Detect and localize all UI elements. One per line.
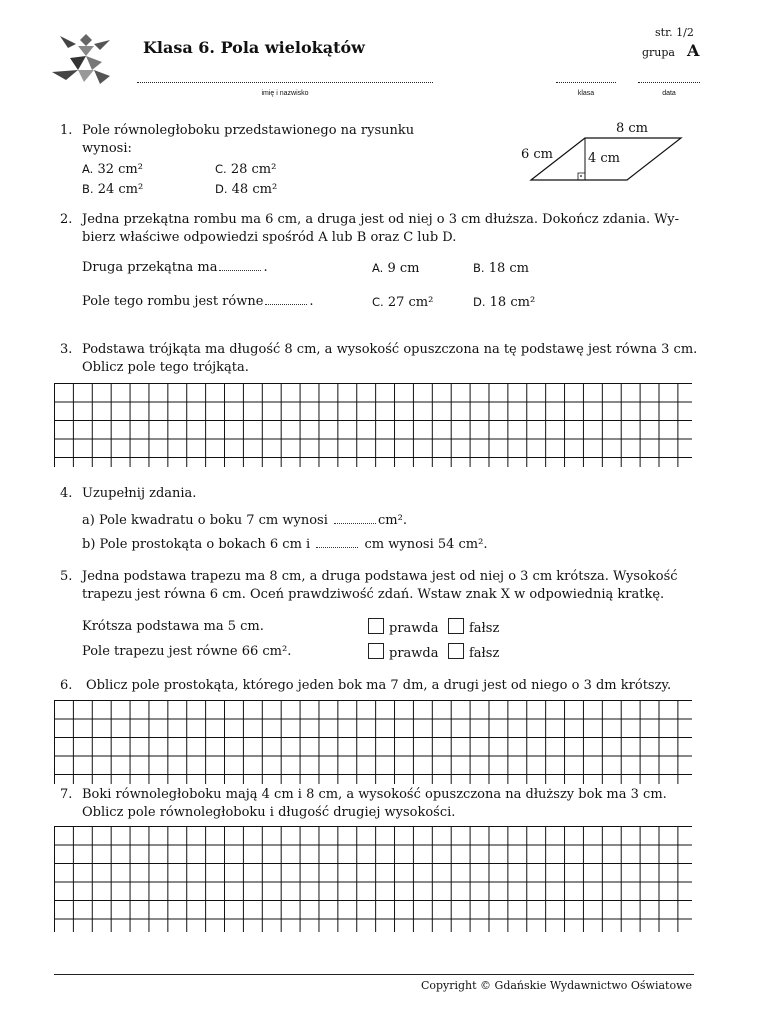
statement-a-unit: cm². [378,513,407,528]
option-label: A. [372,261,384,275]
true-checkbox[interactable] [368,643,384,659]
question-text: Pole równoległoboku przedstawionego na rysunku [82,123,415,138]
question-number: 4. [60,486,73,501]
group-label: grupa [642,46,675,59]
class-field[interactable] [556,82,616,83]
date-field[interactable] [638,82,700,83]
statement-2: Pole trapezu jest równe 66 cm². [82,644,292,659]
option-d: 18 cm² [489,295,536,310]
class-caption: klasa [577,90,595,97]
statement-1: Krótsza podstawa ma 5 cm. [82,619,264,634]
option-label: C. [372,295,384,309]
question-6 [0,677,768,697]
statement-b-tail: cm wynosi 54 cm². [364,537,488,552]
page-number: str. 1/2 [655,26,694,39]
option-d: 48 cm² [231,182,278,197]
question-number: 7. [60,787,73,802]
question-text: Oblicz pole równoległoboku i długość drugiej wysokości. [82,805,456,820]
answer-blank[interactable] [265,293,307,305]
question-7 [0,786,768,826]
option-c: 28 cm² [230,162,277,177]
answer-blank[interactable] [316,536,358,548]
question-text: Jedna podstawa trapezu ma 8 cm, a druga podstawa jest od niej o 3 cm krótsza. Wysokość [82,569,678,584]
figure-label-height: 4 cm [588,151,621,166]
answer-blank[interactable] [219,259,261,271]
figure-label-side: 6 cm [521,147,554,162]
question-text: bierz właściwe odpowiedzi spośród A lub B oraz C lub D. [82,230,457,245]
question-number: 6. [60,678,73,693]
statement-a: a) Pole kwadratu o boku 7 cm wynosi [82,513,328,528]
question-number: 2. [60,212,73,227]
question-text: trapezu jest równa 6 cm. Oceń prawdziwość zdań. Wstaw znak X w odpowiednią kratkę. [82,587,665,602]
option-b: 24 cm² [97,182,144,197]
answer-grid[interactable] [54,383,692,467]
option-a: 9 cm [387,261,420,276]
option-label: D. [473,295,486,309]
footer-divider [54,974,694,975]
question-number: 1. [60,123,73,138]
option-label: A. [82,162,94,176]
true-label: prawda [389,621,439,636]
question-number: 3. [60,342,73,357]
question-text: Oblicz pole tego trójkąta. [82,360,249,375]
statement-1: Druga przekątna ma [82,260,218,275]
copyright-notice: Copyright © Gdańskie Wydawnictwo Oświatowe [420,979,692,992]
publisher-logo [48,32,114,88]
figure-label-top: 8 cm [616,121,649,136]
question-number: 5. [60,569,73,584]
question-text: Boki równoległoboku mają 4 cm i 8 cm, a wysokość opuszczona na dłuższy bok ma 3 cm. [82,787,667,802]
option-label: B. [82,182,94,196]
false-label: fałsz [469,621,500,636]
question-5 [0,568,768,668]
option-b: 18 cm [488,261,529,276]
question-text: wynosi: [82,141,132,156]
option-label: B. [473,261,485,275]
name-field[interactable] [137,82,433,83]
option-c: 27 cm² [387,295,434,310]
statement-b: b) Pole prostokąta o bokach 6 cm i [82,537,311,552]
option-label: C. [215,162,227,176]
true-checkbox[interactable] [368,618,384,634]
question-text: Jedna przekątna rombu ma 6 cm, a druga jest od niej o 3 cm dłuższa. Dokończ zdania. Wy- [82,212,680,227]
question-text: Uzupełnij zdania. [82,486,197,501]
question-text: Oblicz pole prostokąta, którego jeden bok ma 7 dm, a drugi jest od niego o 3 dm krótszy. [86,678,672,693]
date-caption: data [662,90,676,97]
answer-grid[interactable] [54,826,692,932]
statement-2: Pole tego rombu jest równe [82,294,264,309]
question-text: Podstawa trójkąta ma długość 8 cm, a wysokość opuszczona na tę podstawę jest równa 3 cm. [82,342,698,357]
worksheet-title: Klasa 6. Pola wielokątów [143,38,365,57]
false-checkbox[interactable] [448,643,464,659]
question-2: 2. Jedna przekątna rombu ma 6 cm, a druga jest od niej o 3 cm dłuższa. Dokończ zdania. Wy- bierz właściwe odpowiedzi spośród A lub B oraz C lub D. Druga przekątna ma . Pole tego rombu jest równe . A. 9 cm B. 18 cm C. 27 cm² D. 18 cm² [60,212,680,310]
group-value: A [687,41,700,60]
answer-blank[interactable] [334,512,376,524]
question-4 [0,485,768,555]
option-label: D. [215,182,228,196]
false-checkbox[interactable] [448,618,464,634]
question-3 [0,341,768,381]
answer-grid[interactable] [54,700,692,784]
name-caption: imię i nazwisko [261,90,309,97]
true-label: prawda [389,646,439,661]
false-label: fałsz [469,646,500,661]
option-a: 32 cm² [97,162,143,177]
